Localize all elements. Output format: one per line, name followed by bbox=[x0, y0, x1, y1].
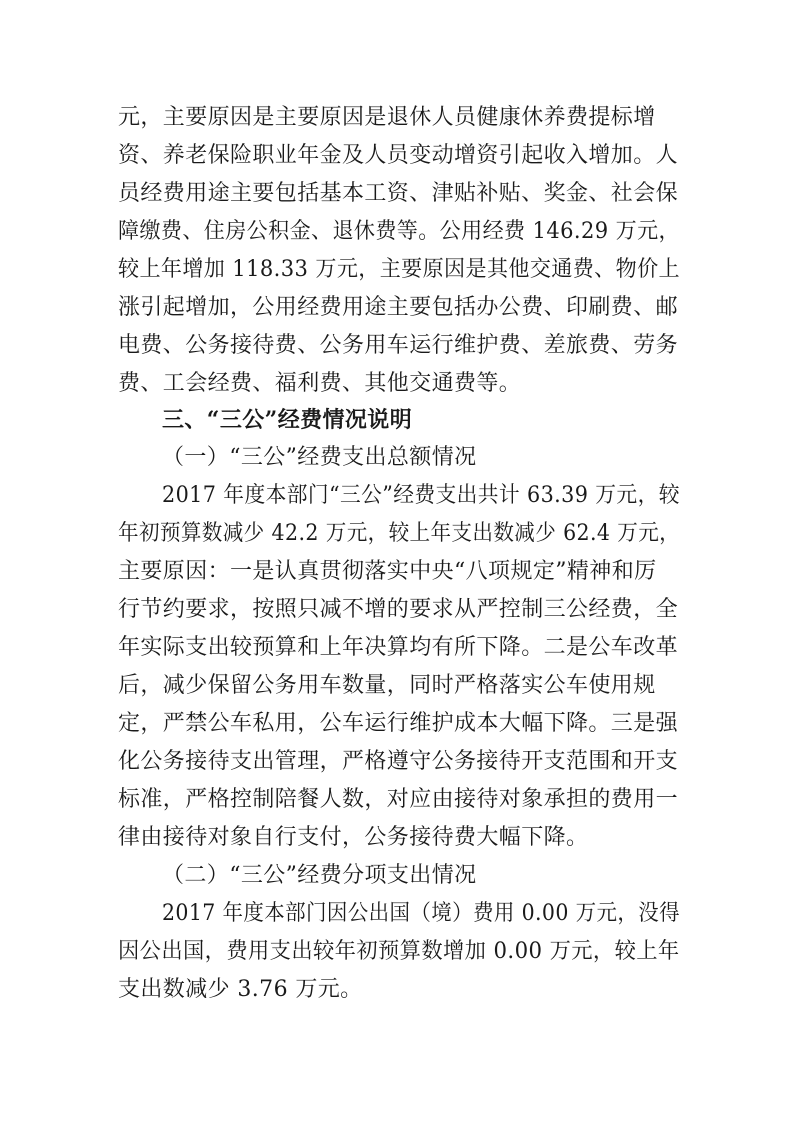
paragraph-line: 律由接待对象自行支付，公务接待费大幅下降。 bbox=[118, 825, 589, 850]
paragraph-line: 资、养老保险职业年金及人员变动增资引起收入增加。人 bbox=[118, 143, 679, 168]
subsection-heading: （二）“三公”经费分项支出情况 bbox=[162, 863, 477, 888]
paragraph-line: 年实际支出较预算和上年决算均有所下降。二是公车改革 bbox=[118, 635, 679, 660]
paragraph-line: 标准，严格控制陪餐人数，对应由接待对象承担的费用一 bbox=[118, 787, 679, 812]
paragraph-line: 后，减少保留公务用车数量，同时严格落实公车使用规 bbox=[118, 673, 656, 698]
paragraph-line: 2017 年度本部门“三公”经费支出共计 63.39 万元，较 bbox=[162, 483, 680, 508]
paragraph-line: 员经费用途主要包括基本工资、津贴补贴、奖金、社会保 bbox=[118, 181, 679, 206]
paragraph-line: 电费、公务接待费、公务用车运行维护费、差旅费、劳务 bbox=[118, 333, 679, 358]
section-heading: 三、“三公”经费情况说明 bbox=[162, 407, 413, 433]
paragraph-line: 化公务接待支出管理，严格遵守公务接待开支范围和开支 bbox=[118, 749, 679, 774]
paragraph-line: 年初预算数减少 42.2 万元，较上年支出数减少 62.4 万元， bbox=[118, 521, 681, 546]
paragraph-line: 支出数减少 3.76 万元。 bbox=[118, 977, 363, 1002]
paragraph-line: 障缴费、住房公积金、退休费等。公用经费 146.29 万元， bbox=[118, 219, 680, 244]
paragraph-line: 定，严禁公车私用，公车运行维护成本大幅下降。三是强 bbox=[118, 711, 679, 736]
paragraph-line: 2017 年度本部门因公出国（境）费用 0.00 万元，没得 bbox=[162, 901, 680, 926]
paragraph-line: 较上年增加 118.33 万元，主要原因是其他交通费、物价上 bbox=[118, 257, 680, 282]
paragraph-line: 因公出国，费用支出较年初预算数增加 0.00 万元，较上年 bbox=[118, 939, 680, 964]
paragraph-line: 行节约要求，按照只减不增的要求从严控制三公经费，全 bbox=[118, 597, 679, 622]
paragraph-line: 费、工会经费、福利费、其他交通费等。 bbox=[118, 371, 522, 396]
paragraph-line: 主要原因：一是认真贯彻落实中央“八项规定”精神和厉 bbox=[118, 559, 657, 584]
paragraph-line: 元，主要原因是主要原因是退休人员健康休养费提标增 bbox=[118, 105, 656, 130]
subsection-heading: （一）“三公”经费支出总额情况 bbox=[162, 445, 477, 470]
paragraph-line: 涨引起增加，公用经费用途主要包括办公费、印刷费、邮 bbox=[118, 295, 679, 320]
